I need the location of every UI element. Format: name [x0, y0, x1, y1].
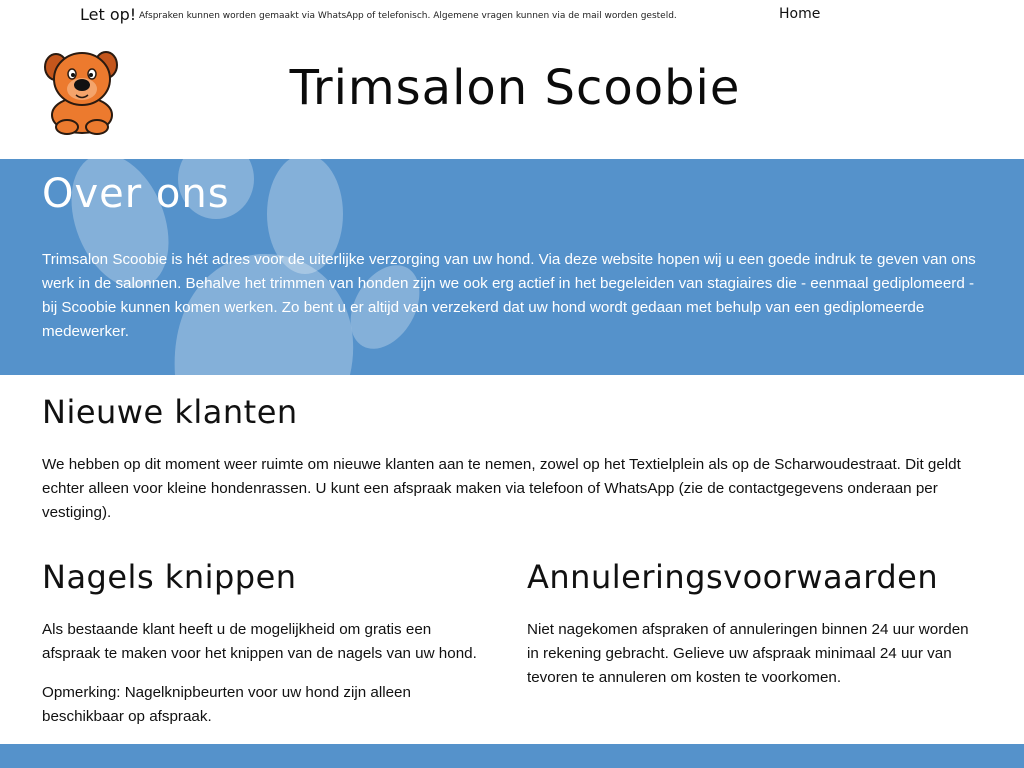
nav-home-link[interactable]: Home	[779, 6, 821, 22]
new-clients-text: We hebben op dit moment weer ruimte om nieuwe klanten aan te nemen, zowel op het Textielplein als op de Scharwoudestraat. Dit geldt echter alleen voor kleine hondenrassen. U kunt een afspraak maken via telefoon of WhatsApp (zie de contactgegevens onderaan per vestiging).	[42, 456, 961, 521]
nails-heading: Nagels knippen	[42, 558, 297, 596]
nails-note: Opmerking: Nagelknipbeurten voor uw hond zijn alleen beschikbaar op afspraak.	[42, 684, 411, 725]
cancellation-heading: Annuleringsvoorwaarden	[527, 558, 939, 596]
top-notice-bar	[0, 0, 1024, 30]
notice-title: Let op!	[80, 5, 137, 24]
site-title: Trimsalon Scoobie	[289, 60, 741, 116]
new-clients-heading: Nieuwe klanten	[42, 393, 298, 431]
about-text: Trimsalon Scoobie is hét adres voor de uiterlijke verzorging van uw hond. Via deze website hopen wij u een goede indruk te geven van ons werk in de salonnen. Behalve het trimmen van honden zijn we ook erg actief in het begeleiden van stagiaires die - eenmaal gediplomeerd - bij Scoobie kunnen komen werken. Zo bent u er altijd van verzekerd dat uw hond wordt gedaan met behulp van een gediplomeerde medewerker.	[42, 251, 976, 340]
footer-band	[0, 744, 1024, 768]
about-section	[0, 159, 1024, 375]
cancellation-text: Niet nagekomen afspraken of annuleringen binnen 24 uur worden in rekening gebracht. Gelieve uw afspraak minimaal 24 uur van tevoren te annuleren om kosten te voorkomen.	[527, 621, 969, 686]
about-heading: Over ons	[42, 171, 230, 217]
notice-text: Afspraken kunnen worden gemaakt via WhatsApp of telefonisch. Algemene vragen kunnen via de mail worden gesteld.	[139, 11, 677, 21]
nails-text: Als bestaande klant heeft u de mogelijkheid om gratis een afspraak te maken voor het knippen van de nagels van uw hond.	[42, 621, 477, 662]
